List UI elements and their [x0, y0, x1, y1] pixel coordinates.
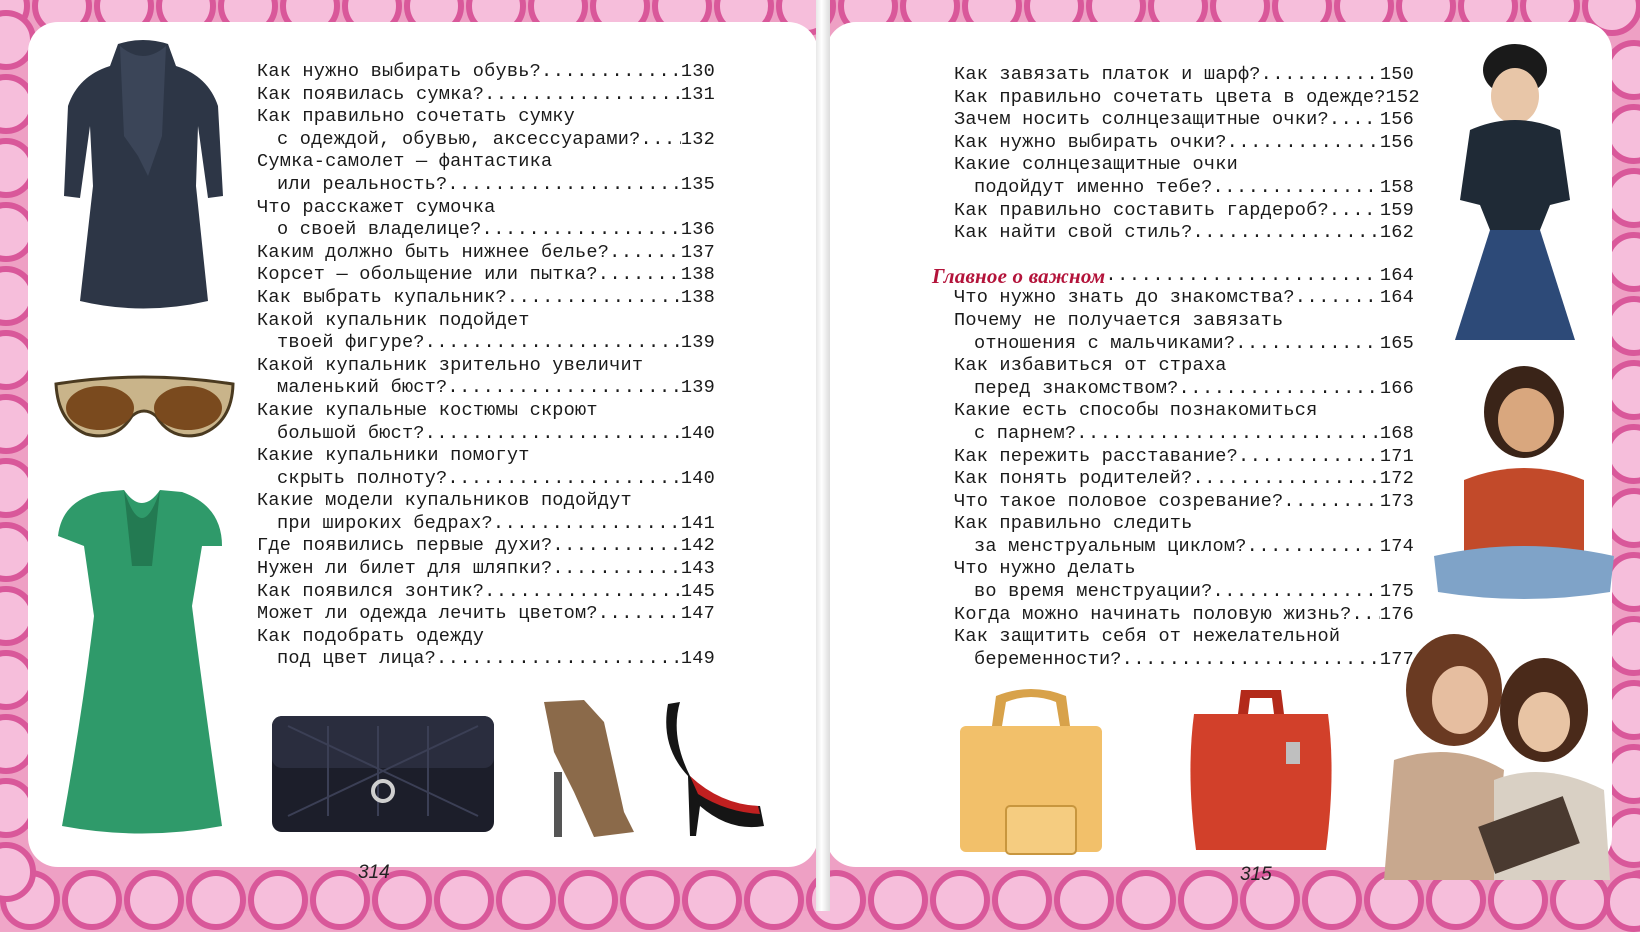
toc-title: Как нужно выбирать очки? — [954, 131, 1227, 153]
toc-leader-dots — [484, 84, 681, 107]
toc-title: Как появился зонтик? — [257, 580, 485, 602]
frame-scallop — [992, 870, 1052, 930]
toc-leader-dots — [481, 219, 680, 242]
toc-entry — [257, 264, 715, 287]
toc-page-number: 137 — [680, 241, 715, 263]
toc-page-number: 174 — [1379, 535, 1414, 557]
toc-title: с одеждой, обувью, аксессуарами? — [277, 128, 641, 150]
toc-page-number: 159 — [1379, 199, 1414, 221]
toc-title: Как правильно составить гардероб? — [954, 199, 1329, 221]
frame-scallop — [62, 870, 122, 930]
toc-line — [257, 242, 715, 265]
toc-leader-dots — [507, 287, 681, 310]
toc-leader-dots — [1352, 604, 1380, 627]
toc-entry — [954, 200, 1414, 223]
toc-page-number: 135 — [680, 173, 715, 195]
toc-line — [954, 333, 1414, 356]
toc-line — [257, 400, 715, 423]
toc-title: Каким должно быть нижнее белье? — [257, 241, 610, 263]
toc-entry — [257, 151, 715, 196]
toc-title: большой бюст? — [277, 422, 425, 444]
toc-leader-dots — [609, 242, 681, 265]
toc-leader-dots — [541, 61, 681, 84]
frame-scallop — [930, 870, 990, 930]
toc-page-number: 166 — [1379, 377, 1414, 399]
toc-leader-dots — [447, 174, 681, 197]
toc-line — [257, 332, 715, 355]
toc-page-number: 158 — [1379, 176, 1414, 198]
toc-page-number: 139 — [680, 377, 715, 399]
toc-title: Может ли одежда лечить цветом? — [257, 603, 598, 625]
toc-page-number: 136 — [680, 219, 715, 241]
toc-line — [257, 61, 715, 84]
toc-title: с парнем? — [974, 422, 1077, 444]
sandal-icon — [524, 692, 639, 842]
toc-line — [257, 106, 715, 129]
frame-scallop — [1604, 872, 1640, 932]
toc-page-number: 173 — [1379, 490, 1414, 512]
toc-line — [257, 445, 715, 468]
toc-line — [257, 174, 715, 197]
toc-leader-dots — [552, 558, 681, 581]
toc-leader-dots — [436, 648, 681, 671]
toc-page-number: 168 — [1379, 422, 1414, 444]
toc-title: подойдут именно тебе? — [974, 176, 1213, 198]
toc-title: Какие есть способы познакомиться — [954, 400, 1318, 422]
frame-scallop — [620, 870, 680, 930]
toc-line — [257, 377, 715, 400]
toc-page-number: 177 — [1379, 648, 1414, 670]
toc-line — [954, 400, 1414, 423]
toc-line — [257, 84, 715, 107]
toc-title: Какие купальники помогут — [257, 445, 530, 467]
sunglasses-icon — [52, 372, 237, 452]
toc-page-number: 164 — [1379, 287, 1414, 309]
toc-title: скрыть полноту? — [277, 467, 448, 489]
toc-line — [257, 648, 715, 671]
toc-leader-dots — [598, 603, 681, 626]
toc-title: Как правильно следить — [954, 513, 1193, 535]
toc-page-number: 162 — [1379, 222, 1414, 244]
toc-title: Как найти свой стиль? — [954, 222, 1193, 244]
toc-title: Нужен ли билет для шляпки? — [257, 558, 553, 580]
toc-line — [257, 626, 715, 649]
toc-page-number: 143 — [680, 558, 715, 580]
toc-title: Зачем носить солнцезащитные очки? — [954, 109, 1329, 131]
toc-page-number: 131 — [680, 83, 715, 105]
frame-scallop — [1178, 870, 1238, 930]
toc-entry — [954, 446, 1414, 469]
toc-line — [954, 177, 1414, 200]
toc-line — [954, 491, 1414, 514]
toc-line — [954, 468, 1414, 491]
section-page-number: 164 — [1379, 264, 1414, 286]
toc-line — [257, 264, 715, 287]
toc-page-number: 142 — [680, 535, 715, 557]
toc-entry — [954, 86, 1420, 110]
toc-line — [954, 536, 1414, 559]
toc-page-number: 149 — [680, 648, 715, 670]
toc-entry — [257, 603, 715, 626]
frame-scallop — [682, 870, 742, 930]
toc-entry — [257, 61, 715, 84]
toc-page-number: 140 — [680, 467, 715, 489]
toc-line — [954, 378, 1414, 401]
toc-page-number: 156 — [1379, 131, 1414, 153]
toc-entry — [954, 132, 1414, 155]
toc-entry — [954, 64, 1414, 87]
green-dress-icon — [52, 486, 232, 841]
toc-title: во время менструации? — [974, 581, 1213, 603]
toc-title: Как подобрать одежду — [257, 625, 485, 647]
toc-page-number: 132 — [680, 128, 715, 150]
toc-entry — [954, 222, 1414, 245]
toc-title: Какой купальник подойдет — [257, 309, 530, 331]
toc-title: или реальность? — [277, 173, 448, 195]
toc-leader-dots — [1227, 132, 1380, 155]
toc-leader-dots — [1329, 200, 1380, 223]
toc-leader-dots — [1193, 222, 1380, 245]
toc-line — [954, 649, 1414, 672]
toc-left — [257, 61, 715, 671]
toc-leader-dots — [447, 377, 681, 400]
toc-page-number: 141 — [680, 512, 715, 534]
toc-entry — [954, 355, 1414, 400]
toc-right — [932, 64, 1420, 671]
toc-line — [954, 423, 1414, 446]
toc-line — [954, 109, 1414, 132]
toc-page-number: 175 — [1379, 581, 1414, 603]
toc-line — [257, 423, 715, 446]
toc-entry — [257, 400, 715, 445]
toc-leader-dots — [1283, 491, 1380, 514]
toc-title: под цвет лица? — [277, 648, 437, 670]
toc-entry — [257, 490, 715, 535]
toc-leader-dots — [425, 423, 681, 446]
toc-leader-dots — [1105, 265, 1380, 288]
toc-title: Где появились первые духи? — [257, 535, 553, 557]
frame-scallop — [744, 870, 804, 930]
toc-line — [954, 446, 1414, 469]
toc-page-number: 145 — [680, 580, 715, 602]
frame-scallop — [868, 870, 928, 930]
toc-line — [257, 151, 715, 174]
frame-scallop — [1054, 870, 1114, 930]
toc-entry — [954, 287, 1414, 310]
toc-entry — [954, 513, 1414, 558]
toc-entry — [954, 400, 1414, 445]
toc-line — [954, 64, 1414, 87]
toc-line — [954, 200, 1414, 223]
toc-title: Сумка-самолет — фантастика — [257, 151, 553, 173]
toc-title: Как завязать платок и шарф? — [954, 64, 1261, 85]
toc-page-number: 138 — [680, 286, 715, 308]
toc-leader-dots — [598, 264, 681, 287]
toc-title: отношения с мальчиками? — [974, 332, 1236, 354]
page-number-right: 315 — [1240, 864, 1272, 885]
book-gutter — [816, 0, 830, 911]
frame-scallop — [124, 870, 184, 930]
toc-line — [257, 287, 715, 310]
toc-leader-dots — [1076, 423, 1380, 446]
toc-leader-dots — [1261, 64, 1380, 87]
toc-entry — [954, 626, 1414, 671]
toc-leader-dots — [1238, 446, 1380, 469]
frame-scallop — [1116, 870, 1176, 930]
toc-page-number: 176 — [1379, 603, 1414, 625]
handbag-black-icon — [268, 706, 498, 836]
toc-entry — [257, 287, 715, 310]
toc-title: Какие солнцезащитные очки — [954, 154, 1238, 176]
toc-page-number: 156 — [1379, 109, 1414, 131]
frame-scallop — [434, 870, 494, 930]
frame-scallop — [558, 870, 618, 930]
toc-title: твоей фигуре? — [277, 332, 425, 354]
frame-scallop — [1302, 870, 1362, 930]
toc-entry — [257, 581, 715, 604]
toc-entry — [257, 445, 715, 490]
toc-line — [257, 219, 715, 242]
toc-line — [257, 197, 715, 220]
toc-line — [257, 581, 715, 604]
toc-title: Как нужно выбирать обувь? — [257, 61, 541, 82]
red-case-icon — [1186, 684, 1336, 854]
yellow-bag-icon — [956, 686, 1106, 856]
toc-leader-dots — [1178, 378, 1379, 401]
toc-title: Как выбрать купальник? — [257, 286, 507, 308]
toc-title: при широких бедрах? — [277, 512, 493, 534]
toc-title: Что такое половое созревание? — [954, 490, 1284, 512]
frame-scallop — [248, 870, 308, 930]
toc-title: Что нужно делать — [954, 558, 1136, 580]
toc-entry — [257, 106, 715, 151]
toc-title: Что расскажет сумочка — [257, 196, 496, 218]
toc-leader-dots — [425, 332, 681, 355]
toc-line — [954, 222, 1414, 245]
toc-entry — [954, 491, 1414, 514]
toc-line — [257, 355, 715, 378]
toc-line — [954, 626, 1414, 649]
toc-title: беременности? — [974, 648, 1122, 670]
toc-title: Почему не получается завязать — [954, 309, 1284, 331]
toc-title: Когда можно начинать половую жизнь? — [954, 603, 1352, 625]
toc-leader-dots — [1213, 581, 1380, 604]
toc-title: за менструальным циклом? — [974, 535, 1247, 557]
section-spacer — [954, 245, 1414, 265]
toc-entry — [257, 197, 715, 242]
toc-title: Как появилась сумка? — [257, 83, 485, 105]
toc-entry — [954, 310, 1414, 355]
toc-line — [257, 310, 715, 333]
toc-title: Как правильно сочетать сумку — [257, 106, 576, 128]
toc-line — [257, 468, 715, 491]
toc-line — [257, 558, 715, 581]
toc-title: Как понять родителей? — [954, 468, 1193, 490]
toc-entry — [954, 558, 1414, 603]
toc-leader-dots — [447, 468, 681, 491]
toc-page-number: 172 — [1379, 468, 1414, 490]
girl-sitting-icon — [1434, 360, 1614, 610]
toc-line — [257, 535, 715, 558]
section-heading — [932, 265, 1414, 288]
toc-entry — [257, 558, 715, 581]
toc-page-number: 130 — [680, 61, 715, 82]
toc-entry — [954, 468, 1414, 491]
toc-page-number: 140 — [680, 422, 715, 444]
toc-leader-dots — [1329, 109, 1380, 132]
toc-page-number: 165 — [1379, 332, 1414, 354]
toc-entry — [954, 604, 1414, 627]
toc-title: перед знакомством? — [974, 377, 1179, 399]
toc-page-number: 150 — [1379, 64, 1414, 85]
toc-line — [954, 86, 1420, 110]
toc-entry — [257, 535, 715, 558]
toc-page-number: 147 — [680, 603, 715, 625]
toc-leader-dots — [493, 513, 681, 536]
toc-entry — [954, 109, 1414, 132]
toc-entry — [954, 154, 1414, 199]
toc-line — [257, 513, 715, 536]
toc-leader-dots — [552, 535, 681, 558]
page-number-left: 314 — [358, 862, 390, 883]
toc-entry — [257, 626, 715, 671]
toc-title: Как избавиться от страха — [954, 355, 1227, 377]
toc-title: Какой купальник зрительно увеличит — [257, 354, 644, 376]
toc-title: Как правильно сочетать цвета в одежде? — [954, 86, 1386, 108]
toc-page-number: 171 — [1379, 445, 1414, 467]
toc-title: Корсет — обольщение или пытка? — [257, 264, 598, 286]
toc-page-number: 138 — [680, 264, 715, 286]
toc-line — [257, 129, 715, 152]
toc-entry — [257, 242, 715, 265]
toc-line — [954, 558, 1414, 581]
toc-leader-dots — [640, 129, 680, 152]
frame-scallop — [806, 870, 866, 930]
toc-line — [954, 513, 1414, 536]
toc-line — [257, 490, 715, 513]
frame-scallop — [186, 870, 246, 930]
toc-line — [954, 581, 1414, 604]
toc-leader-dots — [1193, 468, 1380, 491]
toc-line — [257, 603, 715, 626]
toc-title: маленький бюст? — [277, 377, 448, 399]
toc-line — [954, 132, 1414, 155]
toc-line — [954, 287, 1414, 310]
section-title: Главное о важном — [932, 263, 1106, 288]
toc-title: Как защитить себя от нежелательной — [954, 626, 1341, 648]
toc-entry — [257, 310, 715, 355]
dress-dark-icon — [58, 36, 228, 316]
toc-entry — [257, 355, 715, 400]
two-girls-reading-icon — [1384, 630, 1610, 880]
toc-title: Как пережить расставание? — [954, 445, 1238, 467]
high-heel-icon — [660, 696, 770, 836]
toc-line — [954, 604, 1414, 627]
toc-line — [954, 355, 1414, 378]
toc-leader-dots — [1235, 333, 1380, 356]
toc-entry — [257, 84, 715, 107]
toc-leader-dots — [1295, 287, 1380, 310]
toc-leader-dots — [1213, 177, 1380, 200]
toc-page-number: 152 — [1385, 86, 1420, 108]
toc-leader-dots — [1247, 536, 1380, 559]
toc-title: о своей владелице? — [277, 219, 482, 241]
girl-hat-icon — [1440, 30, 1590, 340]
toc-title: Какие купальные костюмы скроют — [257, 399, 598, 421]
toc-leader-dots — [1122, 649, 1380, 672]
toc-title: Какие модели купальников подойдут — [257, 490, 632, 512]
toc-line — [954, 154, 1414, 177]
toc-title: Что нужно знать до знакомства? — [954, 287, 1295, 309]
toc-line — [954, 310, 1414, 333]
toc-page-number: 139 — [680, 332, 715, 354]
toc-leader-dots — [484, 581, 681, 604]
frame-scallop — [496, 870, 556, 930]
